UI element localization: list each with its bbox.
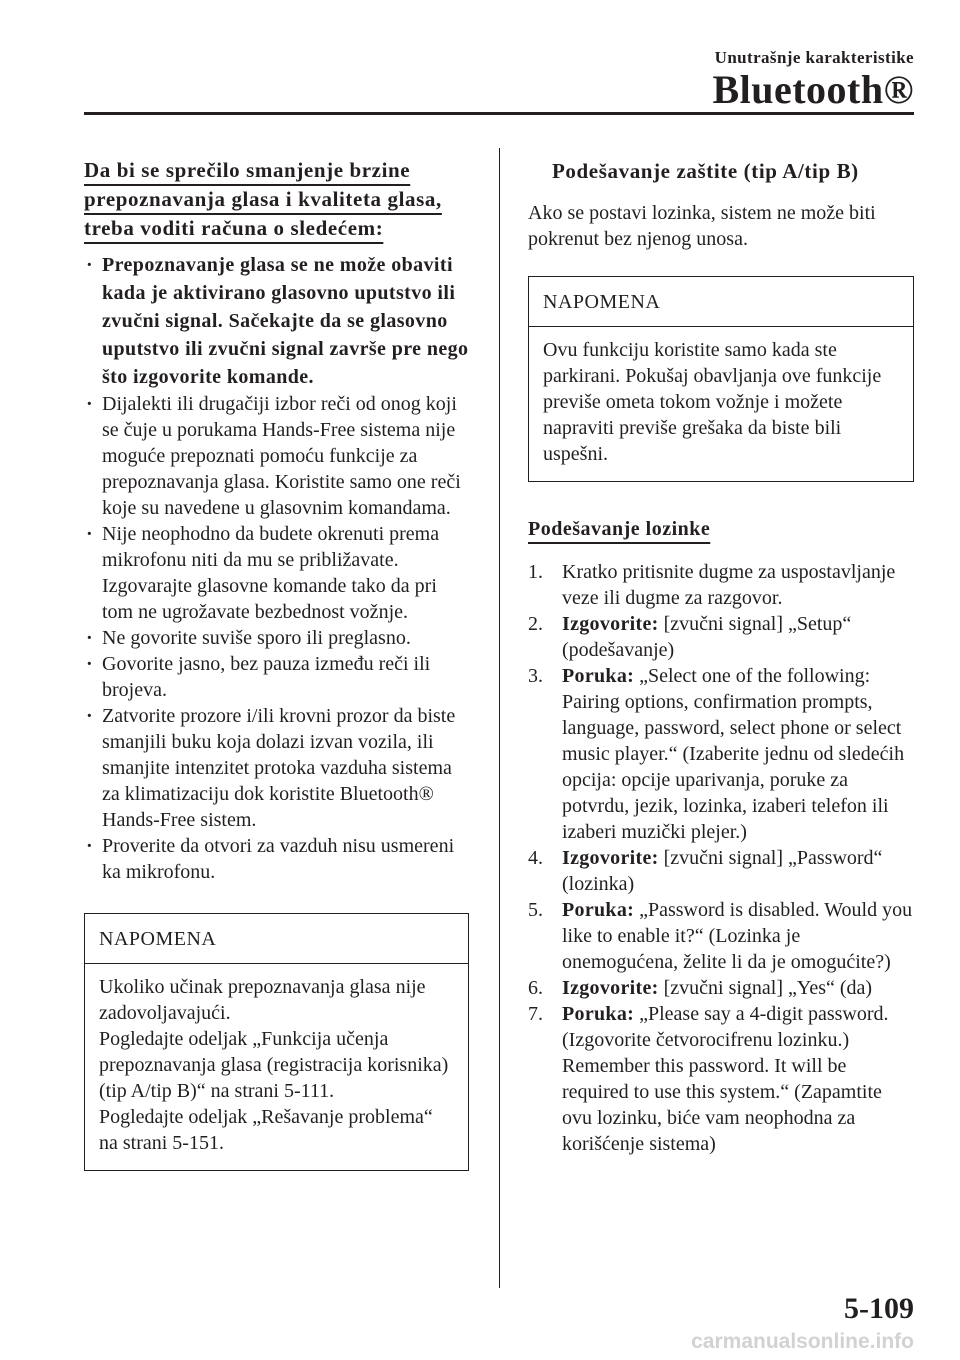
- step-item: [528, 975, 914, 1001]
- note-line: Ukoliko učinak prepoznavanja glasa nije zadovoljavajući.: [99, 976, 426, 1024]
- left-heading: Da bi se sprečilo smanjenje brzine prepoznavanja glasa i kvaliteta glasa, treba voditi računa o sledećem:: [84, 158, 442, 240]
- step-label: Izgovorite:: [562, 977, 659, 999]
- step-number: 5.: [528, 899, 543, 921]
- step-item: [528, 1001, 914, 1157]
- header-rule: [84, 112, 914, 115]
- step-text: „Please say a 4-digit password. (Izgovorite četvorocifrenu lozinku.) Remember this password. It will be required to use this system.“ (Zapamtite ovu lozinku, biće vam neophodna za korišćenje sistema): [562, 1003, 889, 1155]
- note-box: [84, 913, 469, 1171]
- step-label: Poruka:: [562, 665, 635, 687]
- step-item: [528, 611, 914, 663]
- step-label: Poruka:: [562, 899, 635, 921]
- note-line: Pogledajte odeljak „Rešavanje problema“ na strani 5-151.: [99, 1106, 433, 1154]
- left-column: [84, 156, 469, 1171]
- step-item: [528, 897, 914, 975]
- page-number: 5-109: [844, 1292, 914, 1325]
- step-number: 1.: [528, 561, 543, 583]
- note-line: Pogledajte odeljak „Funkcija učenja prepoznavanja glasa (registracija korisnika) (tip A/tip B)“ na strani 5-111.: [99, 1028, 449, 1102]
- step-item: [528, 663, 914, 845]
- section-title: Bluetooth®: [712, 67, 914, 112]
- intro-paragraph: Ako se postavi lozinka, sistem ne može biti pokrenut bez njenog unosa.: [528, 202, 876, 250]
- step-label: Izgovorite:: [562, 613, 659, 635]
- list-item: · Prepoznavanje glasa se ne može obaviti kada je aktivirano glasovno uputstvo ili zvučni signal. Sačekajte da se glasovno uputstvo ili zvučni signal završe pre nego što izgovorite komande.: [84, 251, 469, 391]
- step-label: Poruka:: [562, 1003, 635, 1025]
- step-item: [528, 845, 914, 897]
- note-title: NAPOMENA: [529, 277, 913, 327]
- list-item: · Proverite da otvori za vazduh nisu usmereni ka mikrofonu.: [84, 833, 469, 885]
- chapter-label: Unutrašnje karakteristike: [714, 48, 914, 67]
- list-item: · Ne govorite suviše sporo ili preglasno.: [84, 625, 469, 651]
- step-number: 4.: [528, 847, 543, 869]
- step-text: „Password is disabled. Would you like to enable it?“ (Lozinka je onemogućena, želite li da je omogućite?): [562, 899, 913, 973]
- note-title: NAPOMENA: [85, 914, 468, 964]
- note-body: [85, 964, 468, 1170]
- step-text: „Select one of the following: Pairing options, confirmation prompts, language, password, select phone or select music player.“ (Izaberite jednu od sledećih opcija: opcije uparivanja, poruke za potvrdu, jezik, lozinka, izaberi telefon ili izaberi muzički plejer.): [562, 665, 905, 843]
- column-divider: [499, 148, 500, 1288]
- list-item: · Dijalekti ili drugačiji izbor reči od onog koji se čuje u porukama Hands-Free sistema nije moguće prepoznati pomoću funkcije za prepoznavanja glasa. Koristite samo one reči koje su navedene u glasovnim komandama.: [84, 391, 469, 521]
- list-item: · Zatvorite prozore i/ili krovni prozor da biste smanjili buku koja dolazi izvan vozila, ili smanjite intenzitet protoka vazduha sistema za klimatizaciju dok koristite Bluetooth® Hands-Free sistem.: [84, 703, 469, 833]
- step-text: Kratko pritisnite dugme za uspostavljanje veze ili dugme za razgovor.: [562, 561, 896, 609]
- step-text: [zvučni signal] „Password“ (lozinka): [562, 847, 883, 895]
- step-item: [528, 559, 914, 611]
- note-body: Ovu funkciju koristite samo kada ste parkirani. Pokušaj obavljanja ove funkcije previše ometa tokom vožnje i možete napraviti previše grešaka da biste bili uspešni.: [543, 339, 882, 465]
- step-number: 7.: [528, 1003, 543, 1025]
- step-label: Izgovorite:: [562, 847, 659, 869]
- security-section-title: Podešavanje zaštite (tip A/tip B): [552, 159, 859, 183]
- tips-list: [84, 251, 469, 885]
- step-text: [zvučni signal] „Yes“ (da): [663, 977, 873, 999]
- list-item: · Nije neophodno da budete okrenuti prema mikrofonu niti da mu se približavate. Izgovarajte glasovne komande tako da pri tom ne ugrožavate bezbednost vožnje.: [84, 521, 469, 625]
- list-item: · Govorite jasno, bez pauza između reči ili brojeva.: [84, 651, 469, 703]
- step-number: 3.: [528, 665, 543, 687]
- password-setup-heading: Podešavanje lozinke: [528, 518, 711, 540]
- note-box: [528, 276, 914, 482]
- watermark: carmanualsonline.info: [691, 1330, 914, 1353]
- step-number: 2.: [528, 613, 543, 635]
- steps-list: [528, 559, 914, 1157]
- step-text: [zvučni signal] „Setup“ (podešavanje): [562, 613, 852, 661]
- step-number: 6.: [528, 977, 543, 999]
- right-column: [528, 156, 914, 1157]
